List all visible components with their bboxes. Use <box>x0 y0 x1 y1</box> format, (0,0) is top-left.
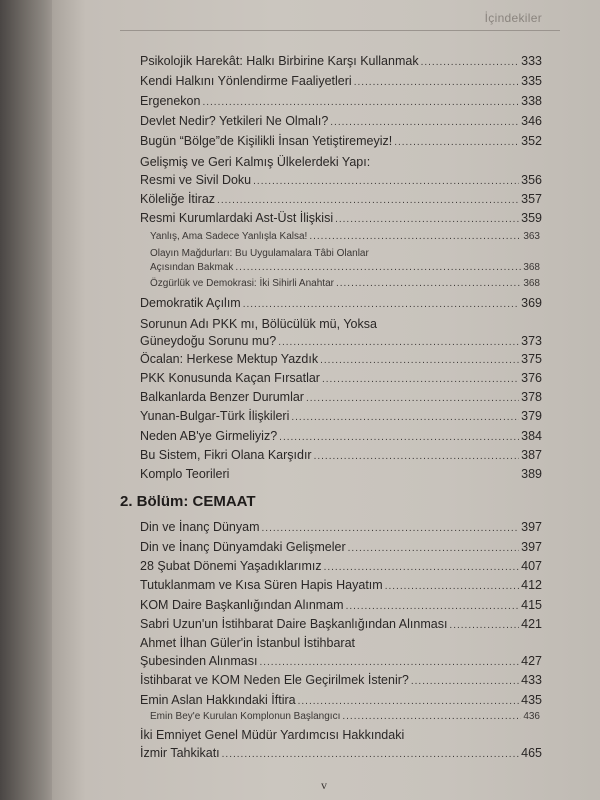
toc-entry-page: 352 <box>521 134 542 148</box>
toc-entry-title: Güneydoğu Sorunu mu? <box>140 334 277 348</box>
toc-leader-dots <box>320 355 519 366</box>
toc-subentry-title-line1: Olayın Mağdurları: Bu Uygulamalara Tâbi Olanlar <box>150 248 369 259</box>
toc-entry-title: Şubesinden Alınması <box>140 654 258 668</box>
toc-entry <box>140 429 542 443</box>
toc-entry-title: Köleliğe İtiraz <box>140 192 216 206</box>
toc-entry-page: 369 <box>521 296 542 310</box>
toc-entry-title: 28 Şubat Dönemi Yaşadıklarımız <box>140 559 322 573</box>
toc-entry-title: Bugün “Bölge”de Kişilikli İnsan Yetiştiremeyiz! <box>140 134 393 148</box>
toc-entry-title-line1: Gelişmiş ve Geri Kalmış Ülkelerdeki Yapı: <box>140 155 371 169</box>
toc-leader-dots <box>330 117 519 128</box>
toc-entry <box>140 173 542 187</box>
toc-subentry-title: Yanlış, Ama Sadece Yanlışla Kalsa! <box>150 231 308 242</box>
toc-leader-dots <box>449 620 519 631</box>
toc-entry-page: 359 <box>521 211 542 225</box>
toc-entry <box>140 467 542 481</box>
toc-entry-title: Ergenekon <box>140 94 201 108</box>
toc-entry <box>140 578 542 592</box>
toc-entry-page: 433 <box>521 673 542 687</box>
toc-entry-title: İstihbarat ve KOM Neden Ele Geçirilmek İstenir? <box>140 673 409 687</box>
toc-subentry-title: Açısından Bakmak <box>150 262 234 273</box>
toc-entry-page: 346 <box>521 114 542 128</box>
toc-entry-title: Kendi Halkını Yönlendirme Faaliyetleri <box>140 74 352 88</box>
toc-entry-page: 356 <box>521 173 542 187</box>
toc-entry <box>140 693 542 707</box>
toc-entry-page: 387 <box>521 448 542 462</box>
toc-leader-dots <box>385 581 519 592</box>
toc-entry <box>140 617 542 631</box>
toc-subentry-title: Emin Bey'e Kurulan Komplonun Başlangıcı <box>150 711 341 722</box>
toc-leader-dots <box>259 657 519 668</box>
toc-entry-title-line1: İki Emniyet Genel Müdür Yardımcısı Hakkındaki <box>140 728 405 742</box>
toc-entry-page: 389 <box>521 467 542 481</box>
toc-leader-dots <box>394 137 519 148</box>
toc-subentry-page: 368 <box>523 278 540 289</box>
toc-leader-dots <box>217 195 519 206</box>
toc-entry-page: 427 <box>521 654 542 668</box>
toc-entry <box>140 598 542 612</box>
toc-leader-dots <box>411 676 519 687</box>
toc-leader-dots <box>314 451 520 462</box>
toc-leader-dots <box>278 337 519 348</box>
toc-entry-title: Resmi ve Sivil Doku <box>140 173 252 187</box>
toc-entry <box>140 371 542 385</box>
toc-entry-title: Resmi Kurumlardaki Ast-Üst İlişkisi <box>140 211 334 225</box>
section-heading: 2. Bölüm: CEMAAT <box>120 493 256 510</box>
toc-entry-page: 375 <box>521 352 542 366</box>
toc-entry <box>140 94 542 108</box>
toc-leader-dots <box>354 77 519 88</box>
toc-entry-title: Komplo Teorileri <box>140 467 230 481</box>
toc-entry-page: 378 <box>521 390 542 404</box>
toc-leader-dots <box>306 393 519 404</box>
toc-entry <box>140 192 542 206</box>
toc-entry-page: 421 <box>521 617 542 631</box>
toc-entry-title: İzmir Tahkikatı <box>140 746 220 760</box>
toc-entry <box>140 54 542 68</box>
toc-entry-title: Balkanlarda Benzer Durumlar <box>140 390 304 404</box>
toc-leader-dots <box>421 57 520 68</box>
toc-entry <box>140 114 542 128</box>
toc-entry-title: Din ve İnanç Dünyam <box>140 520 260 534</box>
toc-leader-dots <box>262 523 520 534</box>
toc-entry-title-line1: Ahmet İlhan Güler'in İstanbul İstihbarat <box>140 636 356 650</box>
toc-leader-dots <box>324 562 520 573</box>
running-header-title: İçindekiler <box>484 11 542 25</box>
toc-entry-page: 357 <box>521 192 542 206</box>
toc-entry <box>140 334 542 348</box>
toc-entry-page: 435 <box>521 693 542 707</box>
toc-leader-dots <box>309 231 521 242</box>
toc-leader-dots <box>253 176 519 187</box>
toc-entry-title: Öcalan: Herkese Mektup Yazdık <box>140 352 319 366</box>
toc-leader-dots <box>342 711 521 722</box>
toc-entry-title: Sabri Uzun'un İstihbarat Daire Başkanlığından Alınması <box>140 617 448 631</box>
toc-leader-dots <box>346 601 520 612</box>
toc-entry-title: Devlet Nedir? Yetkileri Ne Olmalı? <box>140 114 329 128</box>
toc-subentry <box>150 711 540 722</box>
toc-entry-page: 415 <box>521 598 542 612</box>
toc-entry <box>140 211 542 225</box>
toc-entry-page: 335 <box>521 74 542 88</box>
toc-entry-title: KOM Daire Başkanlığından Alınmam <box>140 598 344 612</box>
toc-entry-title-line1: Sorunun Adı PKK mı, Bölücülük mü, Yoksa <box>140 317 377 331</box>
page-number: v <box>321 778 327 792</box>
toc-entry-title: PKK Konusunda Kaçan Fırsatlar <box>140 371 320 385</box>
toc-entry-page: 338 <box>521 94 542 108</box>
toc-subentry-page: 436 <box>523 711 540 722</box>
toc-entry-page: 397 <box>521 540 542 554</box>
toc-subentry <box>150 278 540 289</box>
toc-subentry-page: 363 <box>523 231 540 242</box>
toc-entry <box>140 448 542 462</box>
toc-entry-page: 379 <box>521 409 542 423</box>
toc-leader-dots <box>222 749 519 760</box>
toc-entry <box>140 134 542 148</box>
toc-entry <box>140 540 542 554</box>
toc-subentry-title: Özgürlük ve Demokrasi: İki Sihirli Anahtar <box>150 278 334 289</box>
toc-entry-title: Psikolojik Harekât: Halkı Birbirine Karşı Kullanmak <box>140 54 419 68</box>
toc-entry-page: 376 <box>521 371 542 385</box>
toc-leader-dots <box>291 412 519 423</box>
toc-entry <box>140 654 542 668</box>
toc-entry <box>140 390 542 404</box>
toc-leader-dots <box>279 432 519 443</box>
toc-entry-page: 412 <box>521 578 542 592</box>
toc-leader-dots <box>202 97 519 108</box>
toc-subentry-page: 368 <box>523 262 540 273</box>
toc-entry-page: 397 <box>521 520 542 534</box>
toc-entry <box>140 673 542 687</box>
toc-entry-title: Yunan-Bulgar-Türk İlişkileri <box>140 409 290 423</box>
toc-entry <box>140 520 542 534</box>
toc-leader-dots <box>243 299 519 310</box>
toc-leader-dots <box>336 278 521 289</box>
toc-entry-title: Demokratik Açılım <box>140 296 241 310</box>
toc-leader-dots <box>348 543 520 554</box>
toc-entry <box>140 296 542 310</box>
toc-entry <box>140 409 542 423</box>
toc-entry-title: Neden AB'ye Girmeliyiz? <box>140 429 278 443</box>
toc-leader-dots <box>298 696 520 707</box>
toc-leader-dots <box>322 374 519 385</box>
toc-entry <box>140 352 542 366</box>
toc-entry-page: 407 <box>521 559 542 573</box>
toc-subentry <box>150 262 540 273</box>
toc-entry-title: Emin Aslan Hakkındaki İftira <box>140 693 296 707</box>
toc-leader-dots <box>335 214 519 225</box>
toc-entry <box>140 746 542 760</box>
toc-entry-title: Bu Sistem, Fikri Olana Karşıdır <box>140 448 312 462</box>
toc-entry-title: Tutuklanmam ve Kısa Süren Hapis Hayatım <box>140 578 383 592</box>
toc-leader-dots <box>235 262 521 273</box>
toc-entry-page: 465 <box>521 746 542 760</box>
toc-entry-page: 373 <box>521 334 542 348</box>
toc-entry-page: 384 <box>521 429 542 443</box>
toc-entry-title: Din ve İnanç Dünyamdaki Gelişmeler <box>140 540 346 554</box>
toc-entry-page: 333 <box>521 54 542 68</box>
toc-subentry <box>150 231 540 242</box>
toc-entry <box>140 74 542 88</box>
toc-entry <box>140 559 542 573</box>
